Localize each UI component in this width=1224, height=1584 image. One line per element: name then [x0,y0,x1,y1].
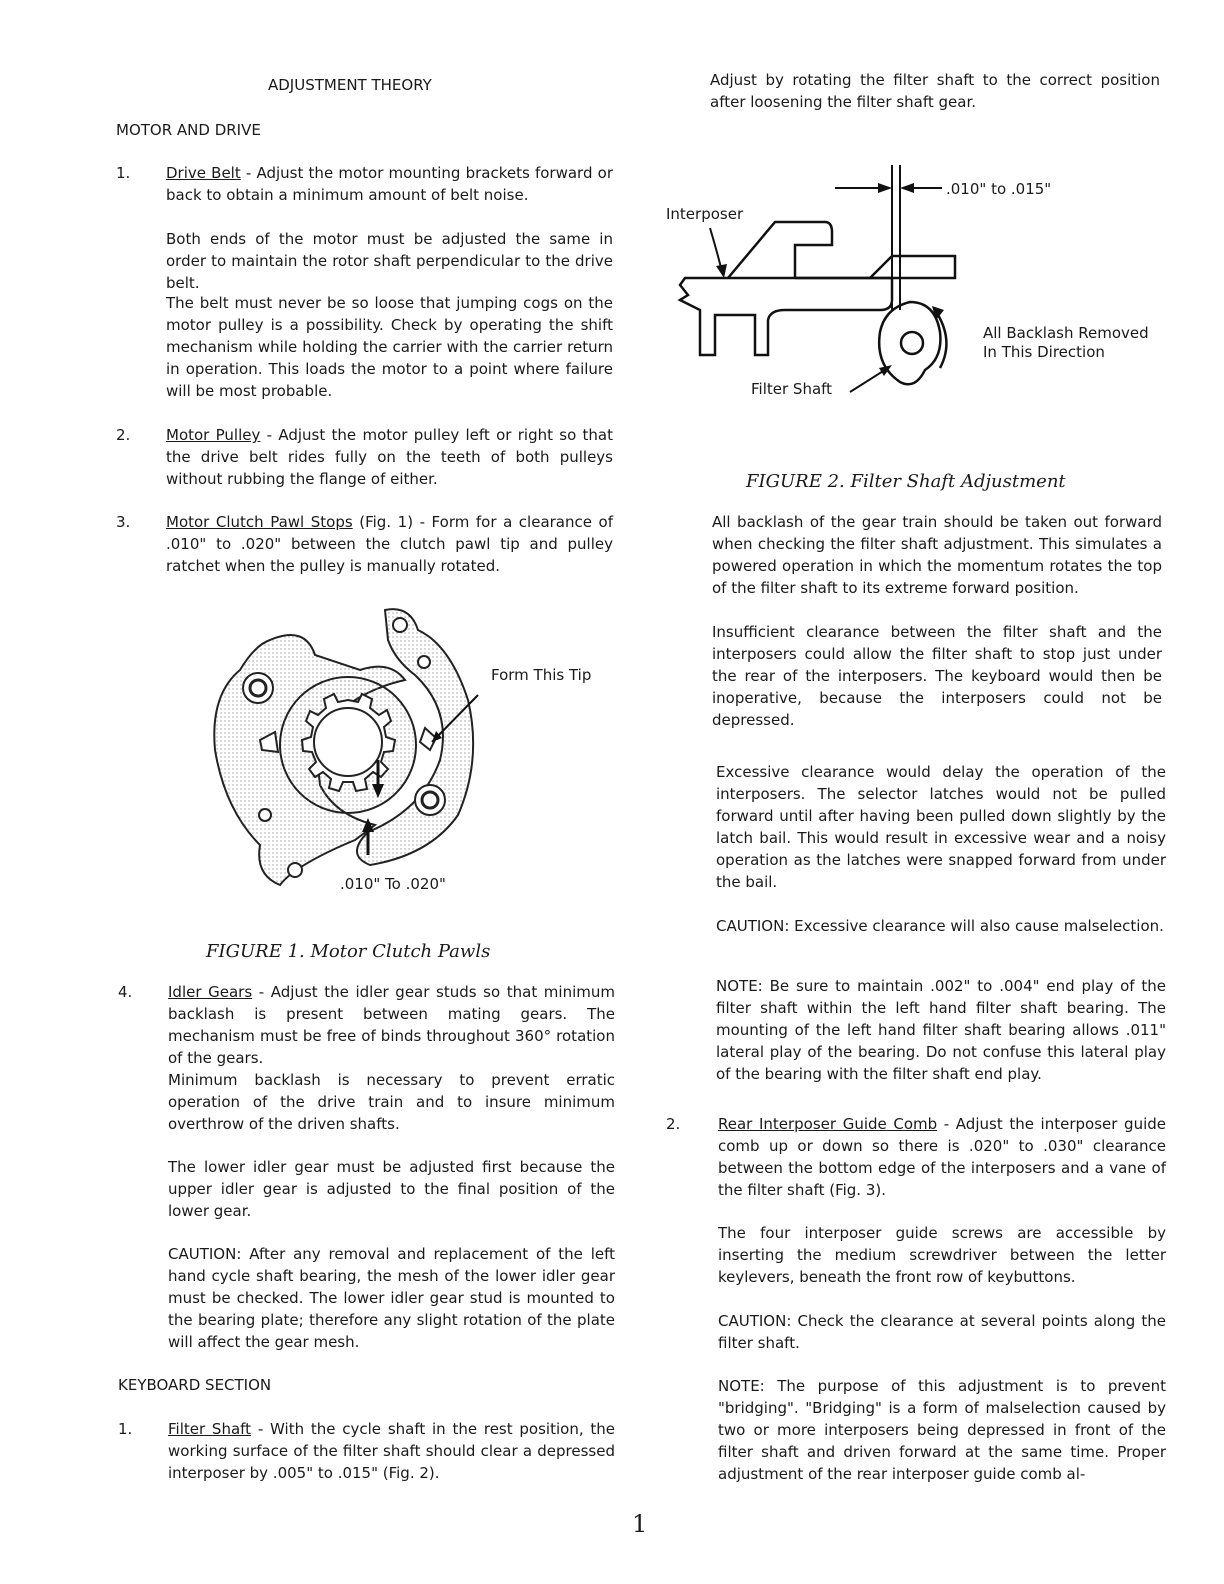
item-clutch-pawl-stops [166,511,613,577]
item-idler-gears [168,981,615,1069]
caution-paragraph: CAUTION: After any removal and replacement of the left hand cycle shaft bearing, the mesh of the lower idler gear must be checked. The lower idler gear stud is mounted to the bearing plate; therefore any slight rotation of the plate will affect the gear mesh. [168,1245,615,1351]
section-heading-motor: MOTOR AND DRIVE [116,121,261,139]
caution-paragraph: CAUTION: Excessive clearance will also cause malselection. [716,917,1164,935]
item-filter-shaft [168,1418,615,1484]
figure-2-filter-shaft-drawing [660,160,980,400]
figure-2-label-filter-shaft: Filter Shaft [751,380,833,398]
item-heading: Drive Belt [166,164,241,182]
caution-paragraph: CAUTION: Check the clearance at several points along the filter shaft. [718,1312,1166,1352]
section-heading-keyboard: KEYBOARD SECTION [118,1376,272,1394]
note-paragraph: NOTE: The purpose of this adjustment is to prevent "bridging". "Bridging" is a form of malselection caused by two or more interposers being depressed in front of the filter shaft and driven forward at the same time. Proper adjustment of the rear interposer guide comb al- [718,1377,1166,1483]
page-title: ADJUSTMENT THEORY [268,76,432,94]
figure-1-label-clearance: .010" To .020" [340,875,446,893]
item-motor-pulley [166,424,613,490]
item-heading: Motor Pulley [166,426,261,444]
paragraph: Both ends of the motor must be adjusted the same in order to maintain the rotor shaft perpendicular to the drive belt. [166,230,613,292]
item-number: 2. [116,426,131,444]
item-number: 1. [118,1420,133,1438]
item-number: 4. [118,983,133,1001]
item-number: 2. [666,1115,681,1133]
page-number: 1 [632,1510,648,1538]
item-heading: Rear Interposer Guide Comb [718,1115,938,1133]
figure-2-label-backlash-1: All Backlash Removed [983,324,1149,342]
figure-1-label-form-tip: Form This Tip [491,666,592,684]
figure-1-clutch-pawls-drawing [200,600,520,900]
note-paragraph: NOTE: Be sure to maintain .002" to .004" end play of the filter shaft within the left hand filter shaft bearing. The mounting of the left hand filter shaft bearing allows .011" lateral play of the bearing. Do not confuse this lateral play of the bearing with the filter shaft end play. [716,977,1166,1083]
paragraph: The four interposer guide screws are accessible by inserting the medium screwdriver between the letter keylevers, beneath the front row of keybuttons. [718,1224,1166,1286]
item-number: 1. [116,164,131,182]
item-text: - Adjust the interposer guide comb up or down so there is .020" to .030" clearance between the bottom edge of the interposers and a vane of the filter shaft (Fig. 3). [718,1115,1166,1199]
item-number: 3. [116,513,131,531]
figure-2-caption: FIGURE 2. Filter Shaft Adjustment [746,471,1066,492]
figure-2-label-backlash-2: In This Direction [983,343,1105,361]
item-text: - Adjust the idler gear studs so that minimum backlash is present between mating gears. The mechanism must be free of binds throughout 360° rotation of the gears. [168,983,615,1067]
paragraph: The belt must never be so loose that jumping cogs on the motor pulley is a possibility. Check by operating the shift mechanism while holding the carrier with the carrier return in operation. This loads the motor to a point where failure will be most probable. [166,294,613,400]
item-heading: Motor Clutch Pawl Stops [166,513,353,531]
item-text: - Adjust the motor pulley left or right so that the drive belt rides fully on the teeth of both pulleys without rubbing the flange of either. [166,426,614,488]
item-text: - With the cycle shaft in the rest position, the working surface of the filter shaft should clear a depressed interposer by .005" to .015" (Fig. 2). [168,1420,615,1482]
item-drive-belt [166,162,613,206]
figure-1-caption: FIGURE 1. Motor Clutch Pawls [206,941,491,962]
figure-2-label-interposer: Interposer [666,205,744,223]
paragraph: The lower idler gear must be adjusted first because the upper idler gear is adjusted to the final position of the lower gear. [168,1158,615,1220]
item-rear-interposer-guide-comb [718,1113,1166,1201]
paragraph: Adjust by rotating the filter shaft to the correct position after loosening the filter shaft gear. [710,71,1160,111]
item-heading: Idler Gears [168,983,253,1001]
paragraph: Insufficient clearance between the filter shaft and the interposers could allow the filter shaft to stop just under the rear of the interposers. The keyboard would then be inoperative, because the interposers could not be depressed. [712,623,1162,729]
paragraph: Minimum backlash is necessary to prevent erratic operation of the drive train and to insure minimum overthrow of the driven shafts. [168,1071,615,1133]
paragraph: All backlash of the gear train should be taken out forward when checking the filter shaft adjustment. This simulates a powered operation in which the momentum rotates the top of the filter shaft to its extreme forward position. [712,513,1162,597]
paragraph: Excessive clearance would delay the operation of the interposers. The selector latches would not be pulled forward until after having been pulled down slightly by the latch bail. This would result in excessive wear and a noisy operation as the latches were snapped forward from under the bail. [716,763,1166,891]
item-text: (Fig. 1) - Form for a clearance of .010" to .020" between the clutch pawl tip and pulley ratchet when the pulley is manually rotated. [166,513,613,575]
figure-2-label-dimension: .010" to .015" [946,180,1052,198]
item-text: - Adjust the motor mounting brackets forward or back to obtain a minimum amount of belt noise. [166,164,613,204]
item-heading: Filter Shaft [168,1420,252,1438]
